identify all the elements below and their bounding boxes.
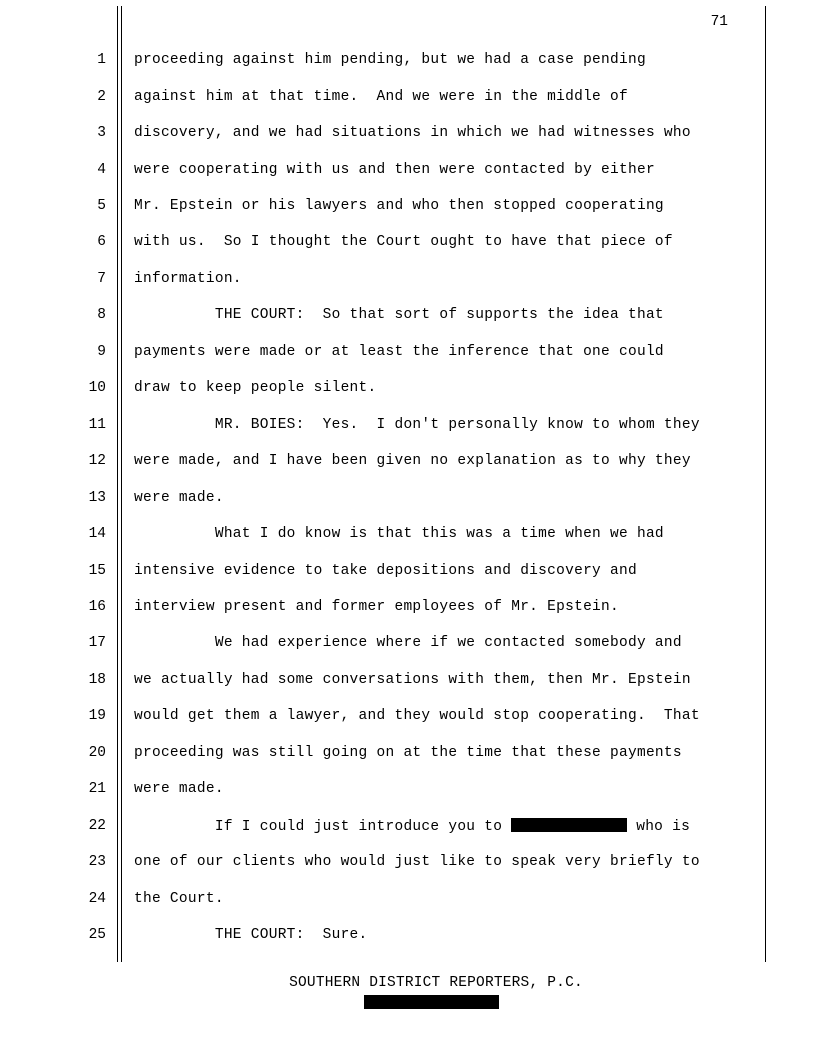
transcript-line: were cooperating with us and then were contacted by either <box>134 162 655 178</box>
left-margin-rule-inner <box>121 6 122 962</box>
line-number: 15 <box>88 563 106 579</box>
transcript-line: proceeding was still going on at the time that these payments <box>134 745 682 761</box>
transcript-line: THE COURT: Sure. <box>134 927 368 943</box>
line-number: 5 <box>97 198 106 214</box>
line-number: 6 <box>97 234 106 250</box>
line-number: 23 <box>88 854 106 870</box>
line-number: 25 <box>88 927 106 943</box>
transcript-line: the Court. <box>134 891 224 907</box>
transcript-line: were made, and I have been given no explanation as to why they <box>134 453 691 469</box>
transcript-line: with us. So I thought the Court ought to have that piece of <box>134 234 673 250</box>
transcript-line: Mr. Epstein or his lawyers and who then stopped cooperating <box>134 198 664 214</box>
page-number: 71 <box>710 14 728 30</box>
left-margin-rule-outer <box>117 6 118 962</box>
transcript-line: against him at that time. And we were in the middle of <box>134 89 628 105</box>
transcript-line: interview present and former employees of Mr. Epstein. <box>134 599 619 615</box>
transcript-line: were made. <box>134 490 224 506</box>
line-number: 21 <box>88 781 106 797</box>
transcript-line: information. <box>134 271 242 287</box>
line-number: 4 <box>97 162 106 178</box>
line-number: 7 <box>97 271 106 287</box>
transcript-line: proceeding against him pending, but we had a case pending <box>134 52 646 68</box>
line-number: 16 <box>88 599 106 615</box>
line-number: 3 <box>97 125 106 141</box>
transcript-line: were made. <box>134 781 224 797</box>
line-number: 2 <box>97 89 106 105</box>
line-number: 12 <box>88 453 106 469</box>
line-number: 13 <box>88 490 106 506</box>
line-number: 24 <box>88 891 106 907</box>
transcript-line: draw to keep people silent. <box>134 380 377 396</box>
line-number: 1 <box>97 52 106 68</box>
line-number: 18 <box>88 672 106 688</box>
line-text-after-redaction: who is <box>627 819 691 835</box>
transcript-line: we actually had some conversations with them, then Mr. Epstein <box>134 672 691 688</box>
right-margin-rule <box>765 6 766 962</box>
transcript-line: MR. BOIES: Yes. I don't personally know to whom they <box>134 417 700 433</box>
line-number: 9 <box>97 344 106 360</box>
line-number: 14 <box>88 526 106 542</box>
transcript-line: one of our clients who would just like to speak very briefly to <box>134 854 700 870</box>
redaction-block <box>511 818 627 832</box>
footer-reporter-name: SOUTHERN DISTRICT REPORTERS, P.C. <box>289 975 583 991</box>
transcript-line: would get them a lawyer, and they would stop cooperating. That <box>134 708 700 724</box>
line-number: 19 <box>88 708 106 724</box>
line-number: 22 <box>88 818 106 834</box>
transcript-line: THE COURT: So that sort of supports the idea that <box>134 307 664 323</box>
line-number: 10 <box>88 380 106 396</box>
transcript-line: intensive evidence to take depositions and discovery and <box>134 563 637 579</box>
line-number: 8 <box>97 307 106 323</box>
line-number: 11 <box>88 417 106 433</box>
transcript-line: What I do know is that this was a time when we had <box>134 526 664 542</box>
transcript-line <box>134 818 690 835</box>
transcript-line: payments were made or at least the inference that one could <box>134 344 664 360</box>
line-number: 20 <box>88 745 106 761</box>
transcript-line: discovery, and we had situations in which we had witnesses who <box>134 125 691 141</box>
footer-redaction-block <box>364 995 499 1009</box>
line-text-before-redaction: If I could just introduce you to <box>134 819 512 835</box>
line-number: 17 <box>88 635 106 651</box>
transcript-line: We had experience where if we contacted somebody and <box>134 635 682 651</box>
